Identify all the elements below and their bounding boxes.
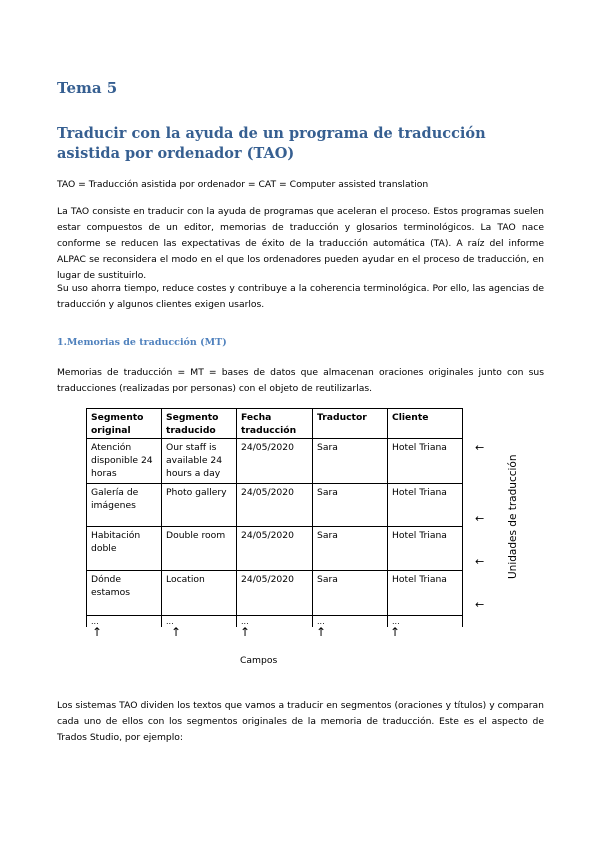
benefits-paragraph: Su uso ahorra tiempo, reduce costes y contribuye a la coherencia terminológica. Por ello, las agencias de traducción y algunos clientes exigen usarlos. [57, 283, 544, 310]
table-header-cell: Traductor [313, 409, 388, 439]
table-cell: 24/05/2020 [237, 439, 313, 484]
table-cell: Hotel Triana [388, 527, 463, 571]
up-arrow-icon: ↑ [240, 625, 251, 639]
left-arrow-icon: ← [475, 555, 485, 568]
table-cell: Photo gallery [162, 484, 237, 527]
left-arrow-icon: ← [475, 512, 485, 525]
table-cell: Hotel Triana [388, 571, 463, 616]
table-cell: Sara [313, 571, 388, 616]
intro-paragraph: La TAO consiste en traducir con la ayuda de programas que aceleran el proceso. Estos programas suelen estar compuestos de un editor, memorias de traducción y glosarios terminológicos. La TAO nace conforme se reducen las expectativas de éxito de la traducción automática (TA). A raíz del informe ALPAC se reconsidera el modo en el que los ordenadores pueden ayudar en el proceso de traducción, en lugar de sustituirlo. [57, 206, 544, 281]
table-cell: Location [162, 571, 237, 616]
table-header-cell: Fecha traducción [237, 409, 313, 439]
translation-memory-table [86, 408, 463, 627]
table-cell: Sara [313, 527, 388, 571]
table-cell: Our staff is available 24 hours a day [162, 439, 237, 484]
table-header-cell: Segmento original [87, 409, 162, 439]
table-cell: ... [388, 616, 463, 628]
table-cell: Atención disponible 24 horas [87, 439, 162, 484]
table-cell: ... [162, 616, 237, 628]
table-cell: Sara [313, 484, 388, 527]
table-cell: Hotel Triana [388, 484, 463, 527]
table-cell: Hotel Triana [388, 439, 463, 484]
table-cell: Sara [313, 439, 388, 484]
table-cell: Dónde estamos [87, 571, 162, 616]
table-header-cell: Cliente [388, 409, 463, 439]
left-arrow-icon: ← [475, 441, 485, 454]
fields-label: Campos [240, 655, 278, 666]
table-cell: ... [237, 616, 313, 628]
table-cell: Habitación doble [87, 527, 162, 571]
table-row [87, 439, 463, 484]
left-arrow-icon: ← [475, 598, 485, 611]
table-cell: 24/05/2020 [237, 484, 313, 527]
table-cell: 24/05/2020 [237, 571, 313, 616]
up-arrow-icon: ↑ [171, 625, 182, 639]
chapter-heading: Traducir con la ayuda de un programa de traducción asistida por ordenador (TAO) [57, 125, 486, 162]
translation-units-label: Unidades de traducción [507, 454, 519, 579]
section-paragraph: Memorias de traducción = MT = bases de datos que almacenan oraciones originales junto con sus traducciones (realizadas por personas) con el objeto de reutilizarlas. [57, 367, 544, 394]
table-cell: 24/05/2020 [237, 527, 313, 571]
table-row [87, 527, 463, 571]
section-heading: 1.Memorias de traducción (MT) [57, 337, 227, 348]
table-cell: Double room [162, 527, 237, 571]
table-row [87, 571, 463, 616]
up-arrow-icon: ↑ [92, 625, 103, 639]
table-header-cell: Segmento traducido [162, 409, 237, 439]
table-cell: Galería de imágenes [87, 484, 162, 527]
table-cell: ... [87, 616, 162, 628]
table-header-row [87, 409, 463, 439]
table-cell: ... [313, 616, 388, 628]
definition-line: TAO = Traducción asistida por ordenador = CAT = Computer assisted translation [57, 179, 429, 190]
closing-paragraph: Los sistemas TAO dividen los textos que vamos a traducir en segmentos (oraciones y títulos) y comparan cada uno de ellos con los segmentos originales de la memoria de traducción. Este es el aspecto de Trados Studio, por ejemplo: [57, 700, 544, 743]
table-continuation-row [87, 616, 463, 628]
page-title: Tema 5 [57, 79, 118, 97]
table-row [87, 484, 463, 527]
up-arrow-icon: ↑ [316, 625, 327, 639]
up-arrow-icon: ↑ [390, 625, 401, 639]
